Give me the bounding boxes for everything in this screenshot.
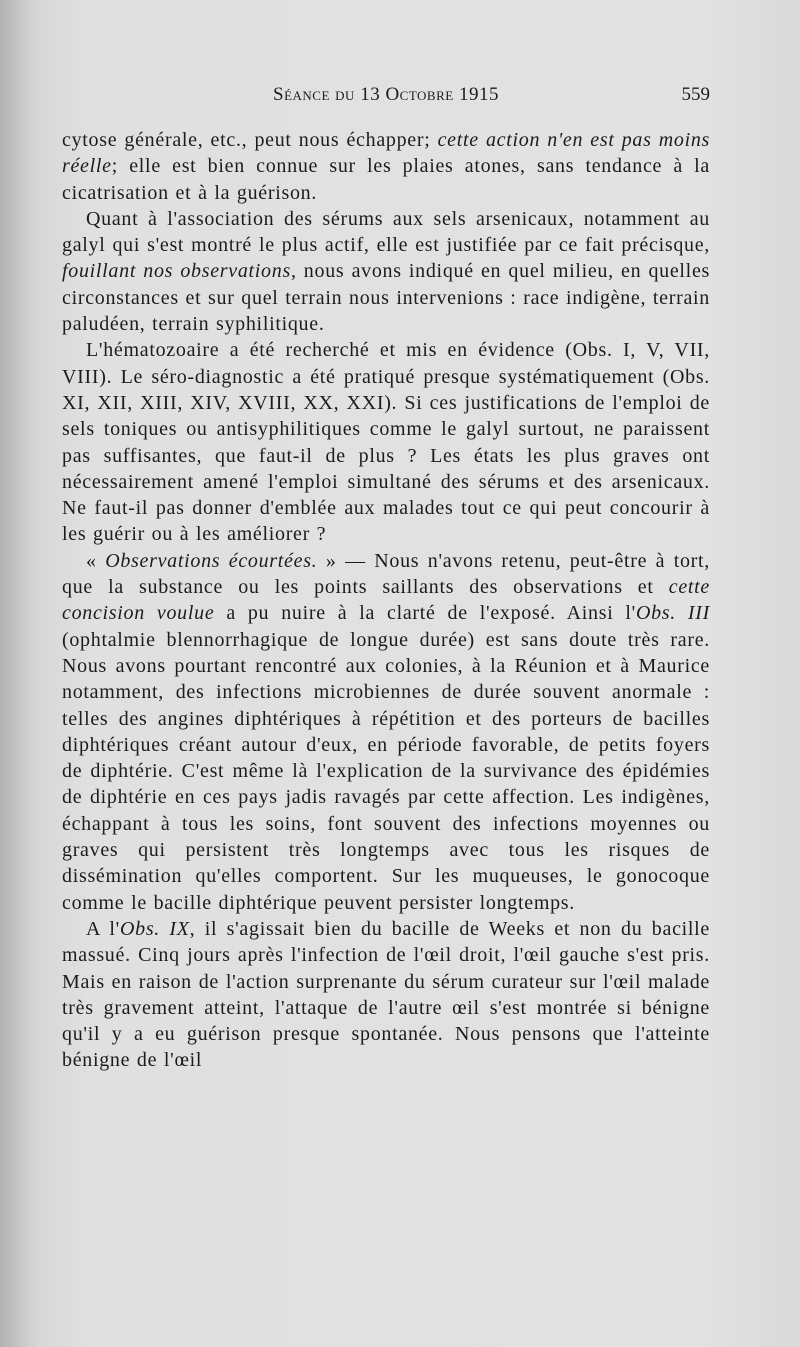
text-run: , nous avons indiqué en quel milieu, en quelles circonstances et sur quel terrain nous intervenions : race indigène, terrain paludéen, terrain syphilitique. xyxy=(62,260,710,336)
paragraph-5 xyxy=(62,916,710,1074)
italic-run: Obs. III xyxy=(635,602,710,625)
text-run: Quant à l'association des sérums aux sels arsenicaux, notamment au galyl qui s'est montré le plus actif, elle est justifiée par ce fait précisque, xyxy=(62,207,710,257)
text-run: cytose générale, etc., peut nous échapper; xyxy=(62,129,438,151)
running-head: Séance du 13 Octobre 1915 xyxy=(273,84,499,105)
text-run: » — Nous n'avons retenu, peut-être à tort, que la substance ou les points saillants des observations et xyxy=(62,549,710,599)
text-run: L'hématozoaire a été recherché et mis en évidence (Obs. I, V, VII, VIII). Le séro-diagnostic a été pratiqué presque systématiquement (Obs. XI, XII, XIII, XIV, XVIII, XX, XXI). Si ces justifications de l'emploi de sels toniques ou antisyphilitiques comme le galyl surtout, ne paraissent pas suffisantes, que faut-il de plus ? Les états les plus graves ont nécessairement amené l'emploi simultané des sérums et des arsenicaux. Ne faut-il pas donner d'emblée aux malades tout ce qui peut concourir à les guérir ou à les améliorer ? xyxy=(62,339,710,546)
text-run: (ophtalmie blennorrhagique de longue durée) est sans doute très rare. Nous avons pourtant rencontré aux colonies, à la Réunion et à Maurice notamment, des infections microbiennes de durée souvent anormale : telles des angines diphtériques à répétition et des porteurs de bacilles diphtériques créant autour d'eux, en période favorable, de petits foyers de diphtérie. C'est même là l'explication de la survivance des épidémies de diphtérie en ces pays jadis ravagés par cette affection. Les indigènes, échappant à tous les soins, font souvent des infections moyennes ou graves qui persistent très longtemps avec tous les risques de dissémination qu'elles comportent. Sur les muqueuses, le gonocoque comme le bacille diphtérique peuvent persister longtemps. xyxy=(62,628,710,914)
paragraph-1 xyxy=(62,127,710,206)
body-text xyxy=(62,127,710,1074)
text-run: « xyxy=(86,549,106,572)
paragraph-4 xyxy=(62,548,710,916)
italic-run: cette concision voulue xyxy=(62,576,710,625)
italic-run: Observations écourtées. xyxy=(105,549,318,572)
paragraph-2 xyxy=(62,206,710,337)
text-run: , il s'agissait bien du bacille de Weeks et non du bacille massué. Cinq jours après l'infection de l'œil droit, l'œil gauche s'est pris. Mais en raison de l'action surprenante du sérum curateur sur l'œil malade très gravement atteint, l'attaque de l'autre œil s'est montrée si bénigne qu'il y a eu guérison presque spontanée. Nous pensons que l'atteinte bénigne de l'œil xyxy=(62,917,710,1072)
paragraph-3 xyxy=(62,337,710,547)
page-number: 559 xyxy=(681,84,710,105)
italic-run: fouillant nos observations xyxy=(62,260,291,283)
italic-run: Obs. IX xyxy=(119,917,190,940)
text-run: A l' xyxy=(86,917,120,940)
text-run: a pu nuire à la clarté de l'exposé. Ainsi l' xyxy=(214,602,636,625)
text-run: ; elle est bien connue sur les plaies atones, sans tendance à la cicatrisation et à la guérison. xyxy=(62,155,710,204)
binding-shadow xyxy=(0,0,40,1347)
italic-run: cette action n'en est pas moins réelle xyxy=(62,129,711,178)
page-header xyxy=(62,84,710,112)
